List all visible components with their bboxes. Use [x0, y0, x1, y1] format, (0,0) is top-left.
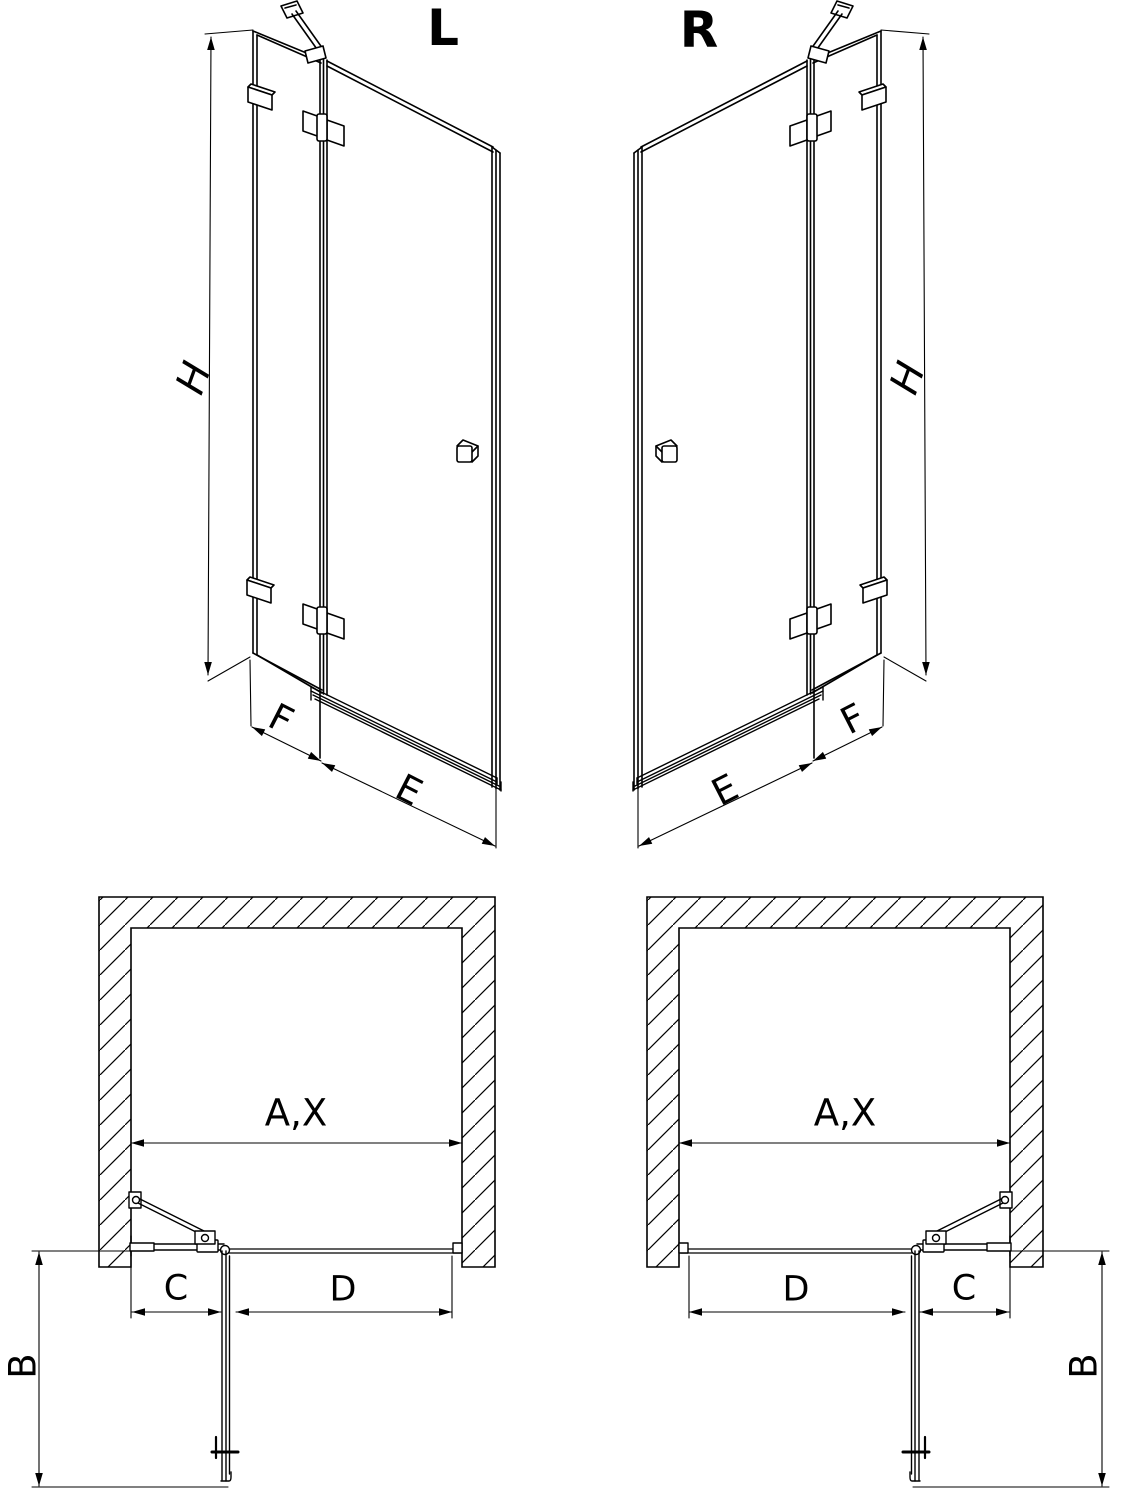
wall-clamp-top — [248, 84, 275, 110]
support-bar — [281, 1, 326, 63]
swing-depth-label-right-plan: B — [1062, 1353, 1106, 1379]
right-version-title: R — [679, 1, 719, 59]
door-hinge-bottom — [303, 604, 344, 639]
height-dim-label-left: H — [167, 356, 221, 400]
plan-left-first-dim-label: C — [163, 1268, 189, 1309]
opening-width-label-right-plan: A,X — [813, 1091, 877, 1135]
plan-open-door — [221, 1246, 232, 1482]
door-hinge-top — [303, 111, 344, 146]
perspective-left-view — [205, 1, 501, 848]
plan-dimension-lines — [32, 1143, 462, 1487]
plan-receiver-profile — [453, 1243, 462, 1253]
plan-right-first-dim-label: D — [782, 1269, 810, 1310]
plan-right-assembly — [679, 1143, 1109, 1487]
fixed-width-dim-label-left: F — [261, 695, 301, 743]
door-knob — [457, 440, 478, 462]
perspective-dimension-lines — [205, 30, 496, 848]
plan-left-second-dim-label: D — [329, 1269, 357, 1310]
plan-left-assembly — [32, 1143, 462, 1487]
plan-right-second-dim-label: C — [951, 1268, 977, 1309]
opening-width-label-left-plan: A,X — [264, 1091, 328, 1135]
plan-support-bar — [129, 1192, 215, 1244]
door-glass — [327, 61, 500, 790]
door-width-dim-label-right: E — [704, 765, 746, 815]
fixed-width-dim-label-right: F — [833, 695, 873, 743]
plan-door-handle — [212, 1437, 238, 1458]
wall-clamp-bottom — [247, 577, 274, 603]
swing-depth-label-left-plan: B — [1, 1353, 45, 1379]
plan-right-walls — [647, 897, 1043, 1267]
plan-left-walls — [99, 897, 495, 1267]
perspective-right-view — [633, 1, 929, 848]
left-version-title: L — [427, 0, 459, 57]
door-width-dim-label-left: E — [388, 765, 430, 815]
height-dim-label-right: H — [881, 356, 935, 400]
plan-threshold — [228, 1249, 460, 1253]
hinge-profile — [320, 58, 327, 758]
